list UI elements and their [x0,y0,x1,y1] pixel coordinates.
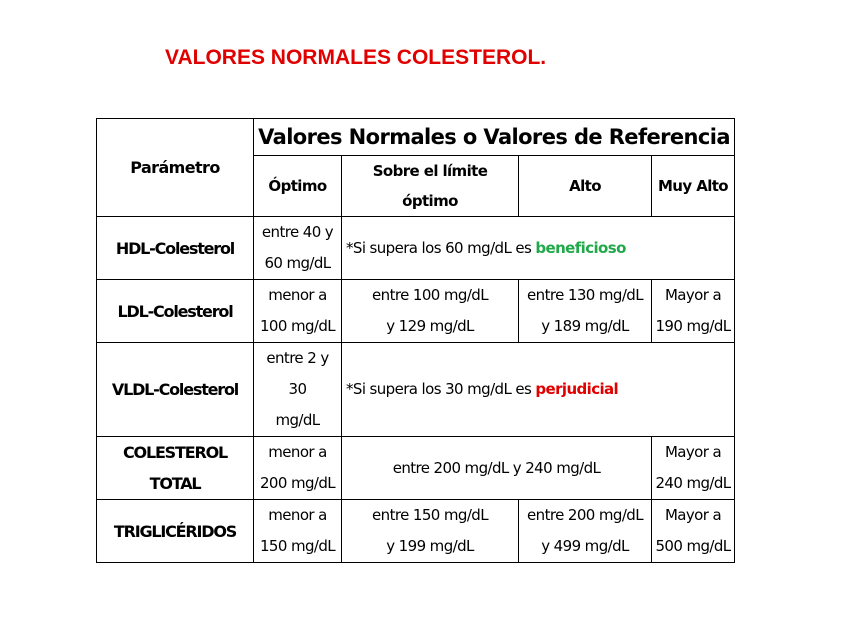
ldl-sobre [342,280,519,343]
trig-sobre [342,500,519,563]
trig-alto-line-2: y 499 mg/dL [541,537,629,555]
row-hdl [97,217,735,280]
row-vldl [97,343,735,437]
cholesterol-reference-table [96,118,735,563]
param-ldl: LDL-Colesterol [97,280,254,343]
total-muy-alto [652,437,735,500]
hdl-note-text: *Si supera los 60 mg/dL es [346,238,536,257]
param-colesterol-total: COLESTEROL TOTAL [97,437,254,500]
header-optimo: Óptimo [254,156,342,217]
vldl-optimo-line-1: entre 2 y 30 [266,349,329,398]
vldl-note-text: *Si supera los 30 mg/dL es [346,380,536,398]
vldl-note-highlight: perjudicial [535,380,619,398]
param-trigliceridos: TRIGLICÉRIDOS [97,500,254,563]
header-alto: Alto [519,156,652,217]
page-title: VALORES NORMALES COLESTEROL. [165,46,547,69]
header-valores-referencia: Valores Normales o Valores de Referencia [254,119,735,156]
vldl-optimo-line-2: mg/dL [275,411,320,429]
total-muy-alto-line-1: Mayor a [664,443,722,461]
ldl-optimo-line-1: menor a [268,286,327,304]
row-colesterol-total [97,437,735,500]
param-hdl: HDL-Colesterol [97,217,254,280]
param-vldl: VLDL-Colesterol [97,343,254,437]
hdl-optimo [254,217,342,280]
hdl-optimo-line-1: entre 40 y [261,223,334,241]
ldl-alto-line-1: entre 130 mg/dL [527,286,643,304]
trig-optimo [254,500,342,563]
total-range: entre 200 mg/dL y 240 mg/dL [342,437,652,500]
ldl-optimo [254,280,342,343]
header-parametro: Parámetro [97,119,254,217]
total-optimo-line-1: menor a [268,443,327,461]
total-optimo-line-2: 200 mg/dL [259,474,336,492]
hdl-optimo-line-2: 60 mg/dL [264,254,331,272]
trig-muy-alto [652,500,735,563]
header-sobre-limite: Sobre el límite óptimo [342,156,519,217]
ldl-muy-alto [652,280,735,343]
trig-muy-alto-line-1: Mayor a [664,506,722,524]
ldl-optimo-line-2: 100 mg/dL [259,317,336,335]
trig-sobre-line-1: entre 150 mg/dL [372,506,488,524]
hdl-note [342,217,735,280]
trig-optimo-line-2: 150 mg/dL [259,537,336,555]
total-optimo [254,437,342,500]
vldl-note [342,343,735,437]
header-muy-alto: Muy Alto [652,156,735,217]
ldl-alto-line-2: y 189 mg/dL [541,317,629,335]
trig-sobre-line-2: y 199 mg/dL [386,537,474,555]
ldl-sobre-line-2: y 129 mg/dL [386,317,474,335]
trig-muy-alto-line-2: 500 mg/dL [655,537,731,555]
row-trigliceridos [97,500,735,563]
vldl-optimo [254,343,342,437]
ldl-sobre-line-1: entre 100 mg/dL [372,286,488,304]
header-row-1 [97,119,735,156]
trig-optimo-line-1: menor a [268,506,327,524]
trig-alto-line-1: entre 200 mg/dL [527,506,643,524]
ldl-alto [519,280,652,343]
ldl-muy-alto-line-1: Mayor a [664,286,722,304]
trig-alto [519,500,652,563]
row-ldl [97,280,735,343]
hdl-note-highlight: beneficioso [535,238,626,257]
total-muy-alto-line-2: 240 mg/dL [655,474,731,492]
ldl-muy-alto-line-2: 190 mg/dL [655,317,731,335]
